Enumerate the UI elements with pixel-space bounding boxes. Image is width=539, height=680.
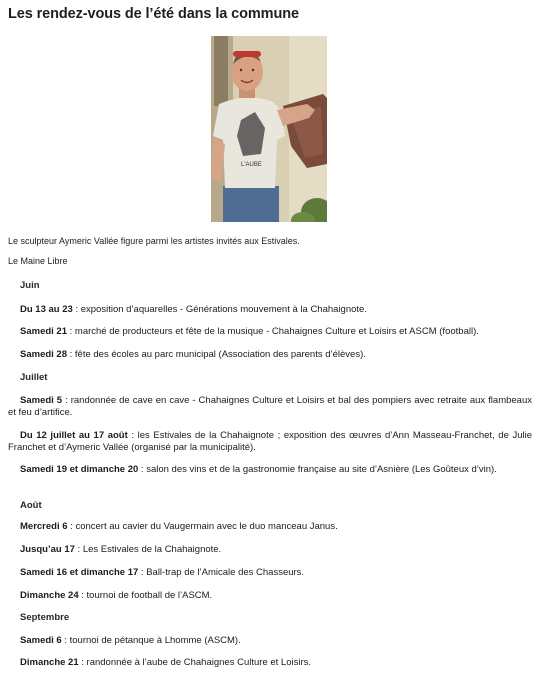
event-date: Jusqu’au 17 — [20, 544, 75, 555]
event-item — [8, 590, 532, 602]
month-heading: Septembre — [20, 612, 70, 623]
event-date: Du 13 au 23 — [20, 304, 73, 315]
event-text: : Les Estivales de la Chahaignote. — [74, 544, 222, 555]
month-heading: Juillet — [20, 372, 48, 383]
event-item — [8, 635, 532, 647]
event-date: Samedi 19 et dimanche 20 — [20, 464, 139, 475]
event-date: Samedi 6 — [20, 635, 62, 646]
event-text: : les Estivales de la Chahaignote ; exposition des œuvres d’Ann Masseau-Franchet, de Julie Franchet et d’Aymeric Vallée (organisé par la municipalité). — [8, 430, 532, 453]
month-heading: Août — [20, 500, 42, 511]
article-title: Les rendez-vous de l’été dans la commune — [8, 6, 299, 22]
shirt-print-text: L'AUBE — [241, 162, 262, 168]
event-item — [8, 567, 532, 579]
event-date: Du 12 juillet au 17 août — [20, 430, 128, 441]
event-date: Dimanche 21 — [20, 657, 79, 668]
event-date: Samedi 5 — [20, 395, 63, 406]
event-date: Mercredi 6 — [20, 521, 68, 532]
event-text: : fête des écoles au parc municipal (Association des parents d’élèves). — [67, 349, 366, 360]
event-text: : randonnée de cave en cave - Chahaignes Culture et Loisirs et bal des pompiers avec retraite aux flambeaux et feu d’artifice. — [8, 395, 533, 418]
event-item — [8, 521, 532, 533]
event-item — [8, 464, 532, 476]
month-heading: Juin — [20, 280, 40, 291]
event-date: Dimanche 24 — [20, 590, 79, 601]
photo-caption: Le sculpteur Aymeric Vallée figure parmi les artistes invités aux Estivales. — [8, 236, 300, 246]
event-item — [8, 430, 532, 454]
event-item — [8, 657, 532, 669]
event-text: : tournoi de pétanque à Lhomme (ASCM). — [61, 635, 241, 646]
event-item — [8, 326, 532, 338]
event-date: Samedi 21 — [20, 326, 67, 337]
event-text: : tournoi de football de l’ASCM. — [78, 590, 213, 601]
sculptor-photo — [211, 36, 327, 222]
event-date: Samedi 16 et dimanche 17 — [20, 567, 139, 578]
event-text: : exposition d’aquarelles - Générations mouvement à la Chahaignote. — [72, 304, 367, 315]
event-text: : marché de producteurs et fête de la musique - Chahaignes Culture et Loisirs et ASCM (football). — [67, 326, 479, 337]
event-item — [8, 349, 532, 361]
event-text: : salon des vins et de la gastronomie française au site d’Asnière (Les Goûteux d’vin). — [138, 464, 497, 475]
event-item — [8, 304, 532, 316]
article-source: Le Maine Libre — [8, 256, 68, 266]
event-item — [8, 544, 532, 556]
event-text: : Ball-trap de l’Amicale des Chasseurs. — [138, 567, 305, 578]
event-item — [8, 395, 532, 419]
event-text: : randonnée à l’aube de Chahaignes Culture et Loisirs. — [78, 657, 311, 668]
event-date: Samedi 28 — [20, 349, 67, 360]
event-text: : concert au cavier du Vaugermain avec le duo manceau Janus. — [67, 521, 338, 532]
